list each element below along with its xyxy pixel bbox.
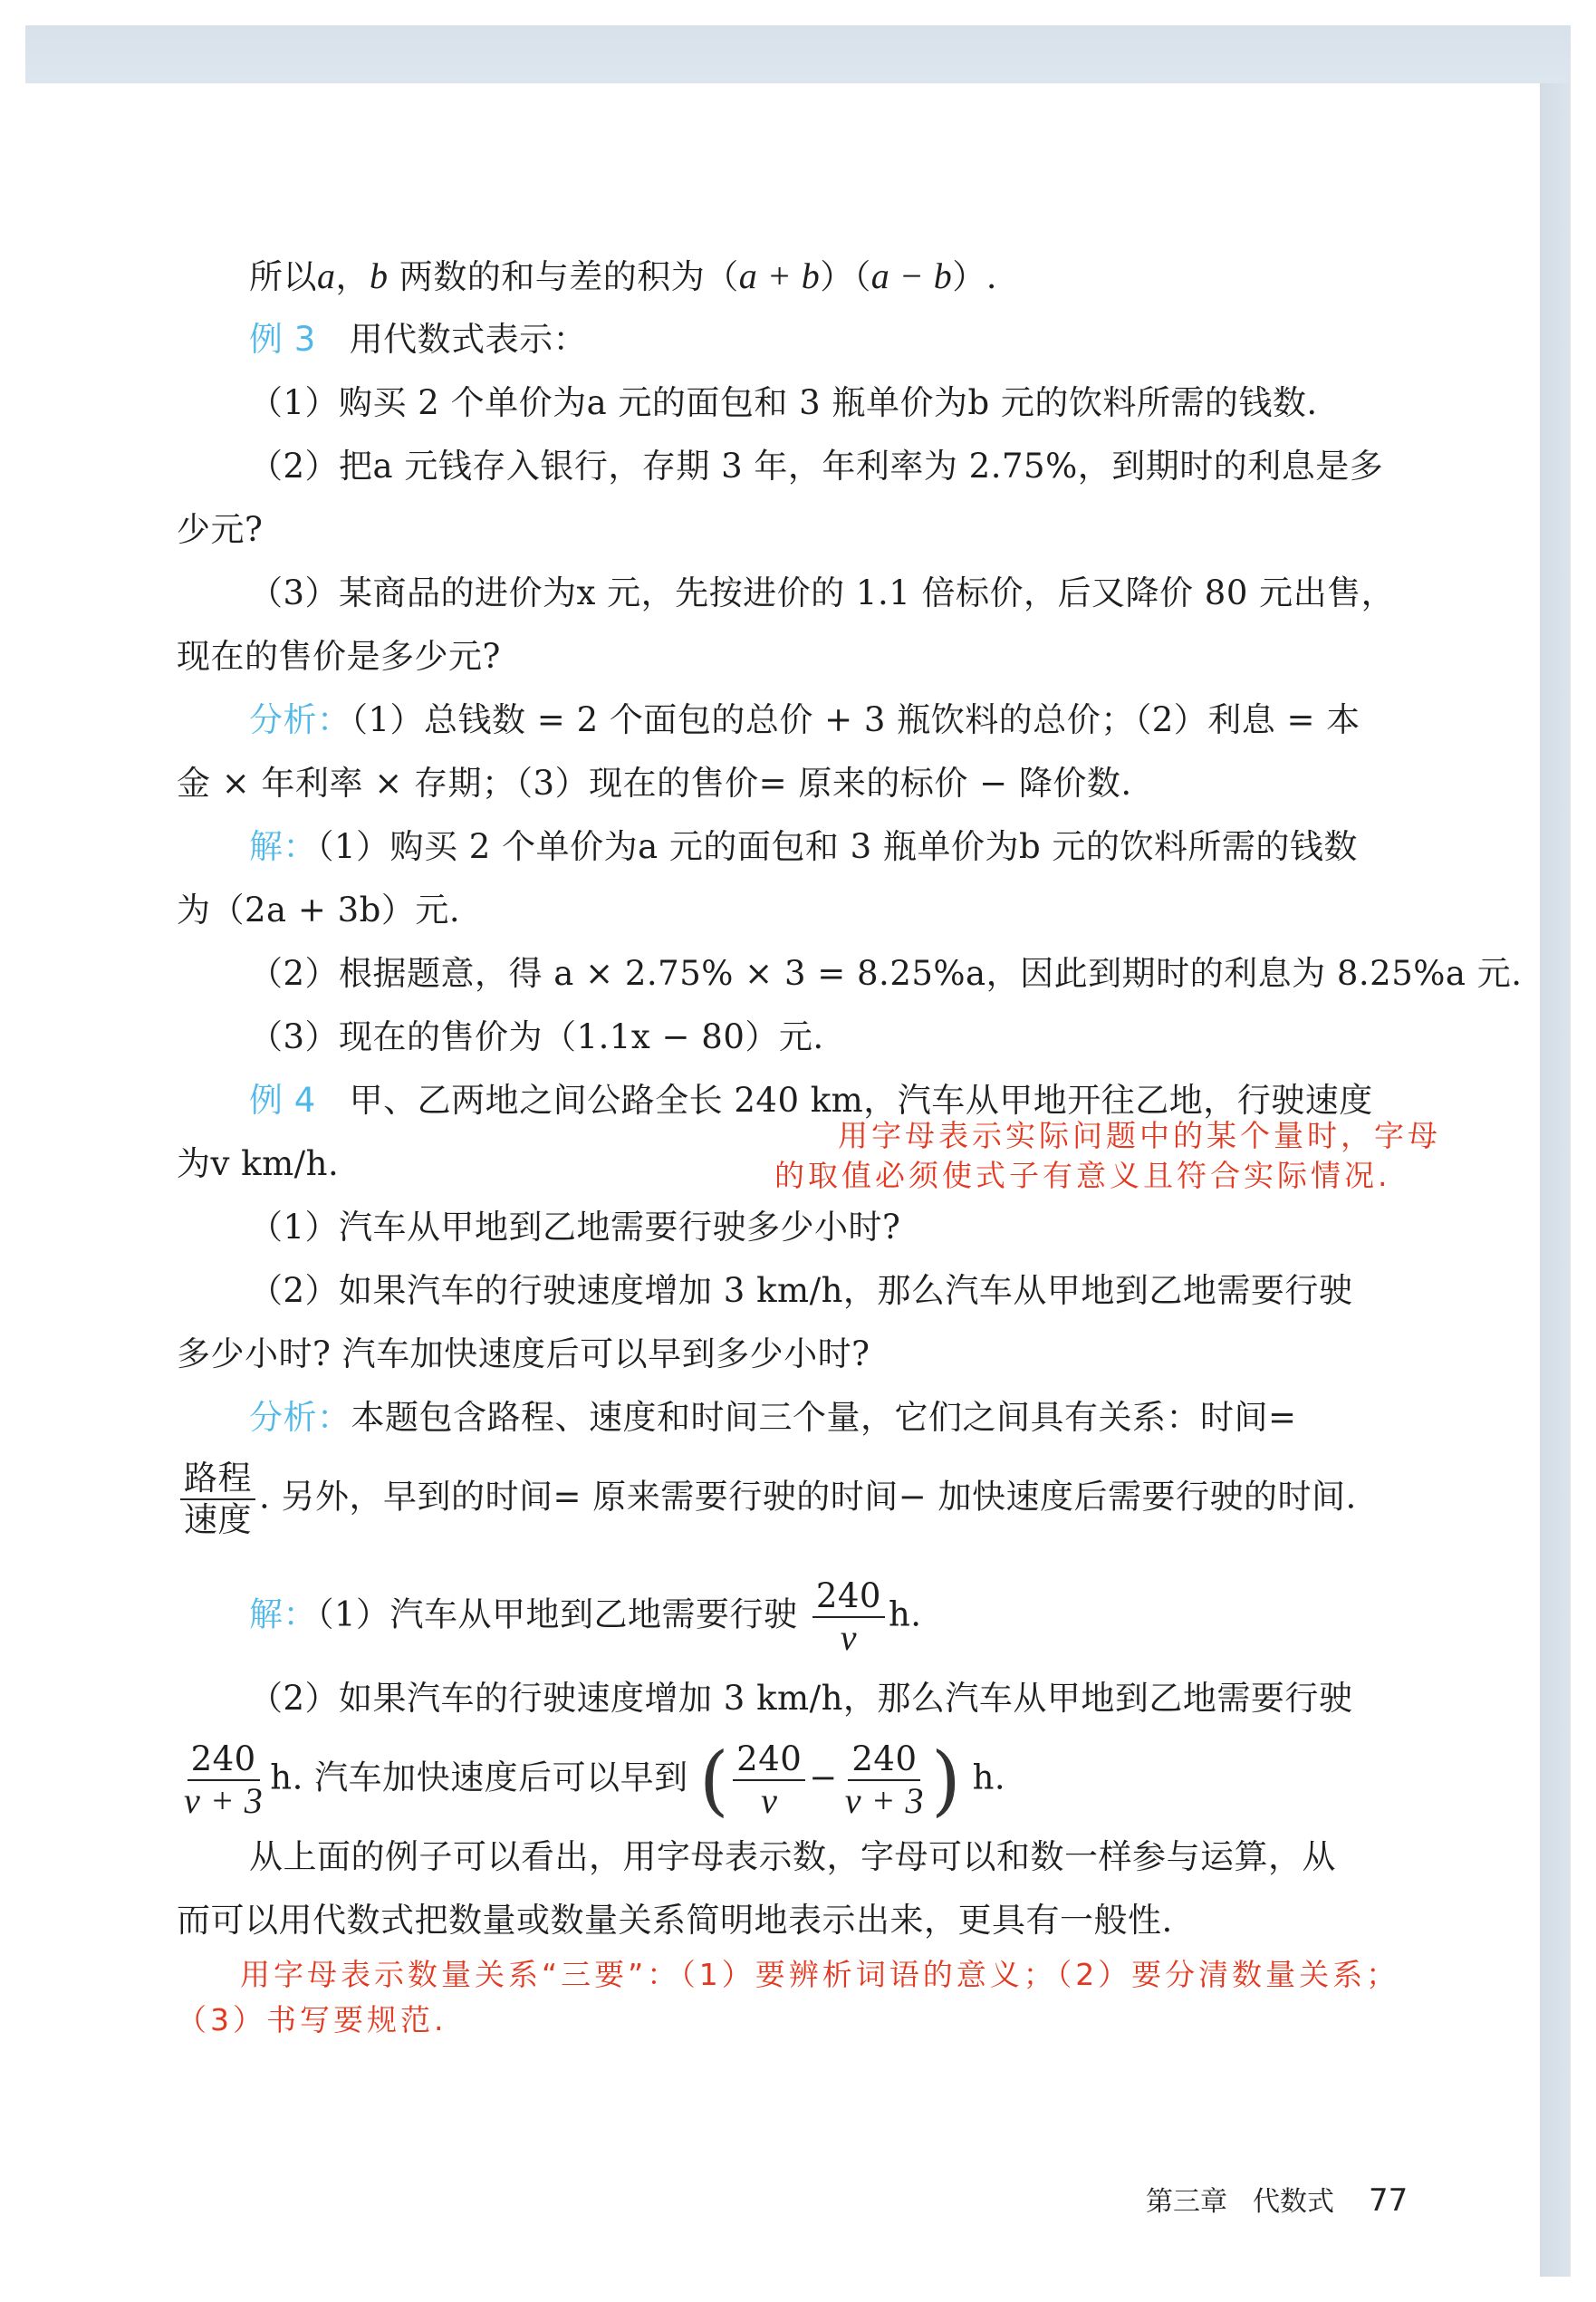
solution-label: 解： <box>249 827 317 866</box>
note-line-2: （3）书写要规范. <box>177 2002 447 2037</box>
comma: ， <box>335 257 370 296</box>
solution-text: （1）汽车从甲地到乙地需要行驶 <box>317 1594 798 1634</box>
analysis-text: （1）总钱数 = 2 个面包的总价 + 3 瓶饮料的总价；（2）利息 = 本 <box>351 700 1360 739</box>
fraction-distance-over-speed <box>180 1459 255 1540</box>
summary-line2: 而可以用代数式把数量或数量关系简明地表示出来，更具有一般性. <box>177 1901 1173 1940</box>
example-4-analysis-line2 <box>177 1459 1357 1540</box>
example-4-stem: 甲、乙两地之间公路全长 240 km，汽车从甲地开往乙地，行驶速度 <box>349 1081 1373 1120</box>
paren: ）（ <box>820 257 871 296</box>
chapter-title: 代数式 <box>1253 2186 1334 2218</box>
summary-line1: 从上面的例子可以看出，用字母表示数，字母可以和数一样参与运算，从 <box>249 1837 1336 1876</box>
example-4-q2-line1: （2）如果汽车的行驶速度增加 3 km/h，那么汽车从甲地到乙地需要行驶 <box>249 1271 1353 1310</box>
example-4-solution-2-line2 <box>177 1736 1006 1825</box>
page-top-band <box>25 25 1571 83</box>
fraction-denominator: 速度 <box>184 1500 252 1539</box>
handwritten-note-1 <box>774 1116 1441 1196</box>
fraction-240-over-v-plus-3 <box>841 1739 928 1821</box>
example-4-stem-line2: 为v km/h. <box>177 1144 340 1183</box>
fraction-240-over-v-plus-3 <box>180 1739 266 1821</box>
note-line-1: 用字母表示数量关系“三要”：（1）要辨析词语的意义；（2）要分清数量关系； <box>240 1957 1400 1992</box>
intro-conclusion <box>249 245 997 309</box>
fraction-numerator: 240 <box>848 1739 920 1781</box>
expr-diff: a − b <box>870 255 953 296</box>
fraction-numerator: 路程 <box>180 1459 255 1500</box>
example-4-solution-1 <box>249 1576 922 1658</box>
solution-label: 解： <box>249 1594 317 1634</box>
minus-sign: − <box>809 1758 838 1797</box>
var-a: a <box>317 255 336 296</box>
example-4-solution-2-line1: （2）如果汽车的行驶速度增加 3 km/h，那么汽车从甲地到乙地需要行驶 <box>249 1679 1353 1718</box>
paren-end: ）. <box>952 257 998 296</box>
page-footer <box>1146 2179 1408 2219</box>
example-3-q1: （1）购买 2 个单价为a 元的面包和 3 瓶单价为b 元的饮料所需的钱数. <box>249 383 1318 422</box>
analysis-text: . 另外，早到的时间= 原来需要行驶的时间− 加快速度后需要行驶的时间. <box>259 1477 1357 1517</box>
fraction-numerator: 240 <box>812 1576 885 1618</box>
right-paren: ) <box>931 1736 962 1825</box>
example-3-analysis-line1 <box>249 689 1360 752</box>
example-4-analysis-line1 <box>249 1386 1297 1450</box>
example-3-heading <box>249 308 587 371</box>
fraction-numerator: 240 <box>733 1739 805 1781</box>
unit-hours: h. <box>888 1594 922 1634</box>
example-4-q2-line2: 多少小时? 汽车加快速度后可以早到多少小时? <box>177 1334 870 1373</box>
example-4-q1: （1）汽车从甲地到乙地需要行驶多少小时? <box>249 1208 901 1247</box>
example-3-q2-line2: 少元? <box>177 510 264 549</box>
chapter-label: 第三章 <box>1146 2186 1227 2218</box>
page-right-edge-band <box>1540 83 1571 2277</box>
example-3-q3-line1: （3）某商品的进价为x 元，先按进价的 1.1 倍标价，后又降价 80 元出售， <box>249 573 1396 612</box>
intro-text-mid: 两数的和与差的积为（ <box>388 257 739 296</box>
unit-hours: h. <box>972 1758 1006 1797</box>
example-3-q3-line2: 现在的售价是多少元? <box>177 637 501 676</box>
left-paren: ( <box>698 1736 730 1825</box>
fraction-denominator: v <box>840 1617 857 1658</box>
analysis-label: 分析： <box>249 700 351 739</box>
example-3-solution-line1 <box>249 815 1358 879</box>
fraction-denominator: v + 3 <box>184 1780 264 1821</box>
analysis-label: 分析： <box>249 1398 351 1437</box>
page-number: 77 <box>1369 2182 1409 2219</box>
example-3-solution-line2: 为（2a + 3b）元. <box>177 891 461 929</box>
var-b: b <box>370 255 389 296</box>
example-3-label: 例 3 <box>249 320 316 359</box>
example-3-solution-3: （3）现在的售价为（1.1x − 80）元. <box>249 1017 824 1056</box>
solution-text: h. 汽车加快速度后可以早到 <box>270 1758 688 1797</box>
example-3-analysis-line2: 金 × 年利率 × 存期；（3）现在的售价= 原来的标价 − 降价数. <box>177 764 1132 803</box>
handwritten-note-2 <box>177 1952 1400 2043</box>
example-3-solution-2: （2）根据题意，得 a × 2.75% × 3 = 8.25%a，因此到期时的利息为 8.25%a 元. <box>249 954 1523 993</box>
fraction-240-over-v <box>733 1739 805 1821</box>
fraction-240-over-v <box>812 1576 885 1658</box>
fraction-denominator: v + 3 <box>844 1780 925 1821</box>
note-line-1: 用字母表示实际问题中的某个量时，字母 <box>838 1118 1441 1153</box>
fraction-denominator: v <box>761 1780 778 1821</box>
example-3-title: 用代数式表示： <box>349 320 588 359</box>
example-4-label: 例 4 <box>249 1081 316 1120</box>
analysis-text: 本题包含路程、速度和时间三个量，它们之间具有关系：时间= <box>351 1398 1297 1437</box>
expr-sum: a + b <box>738 255 821 296</box>
example-3-q2-line1: （2）把a 元钱存入银行，存期 3 年，年利率为 2.75%，到期时的利息是多 <box>249 447 1384 486</box>
intro-text: 所以 <box>249 257 317 296</box>
fraction-numerator: 240 <box>187 1739 260 1781</box>
note-line-2: 的取值必须使式子有意义且符合实际情况. <box>774 1158 1391 1193</box>
solution-text: （1）购买 2 个单价为a 元的面包和 3 瓶单价为b 元的饮料所需的钱数 <box>317 827 1358 866</box>
